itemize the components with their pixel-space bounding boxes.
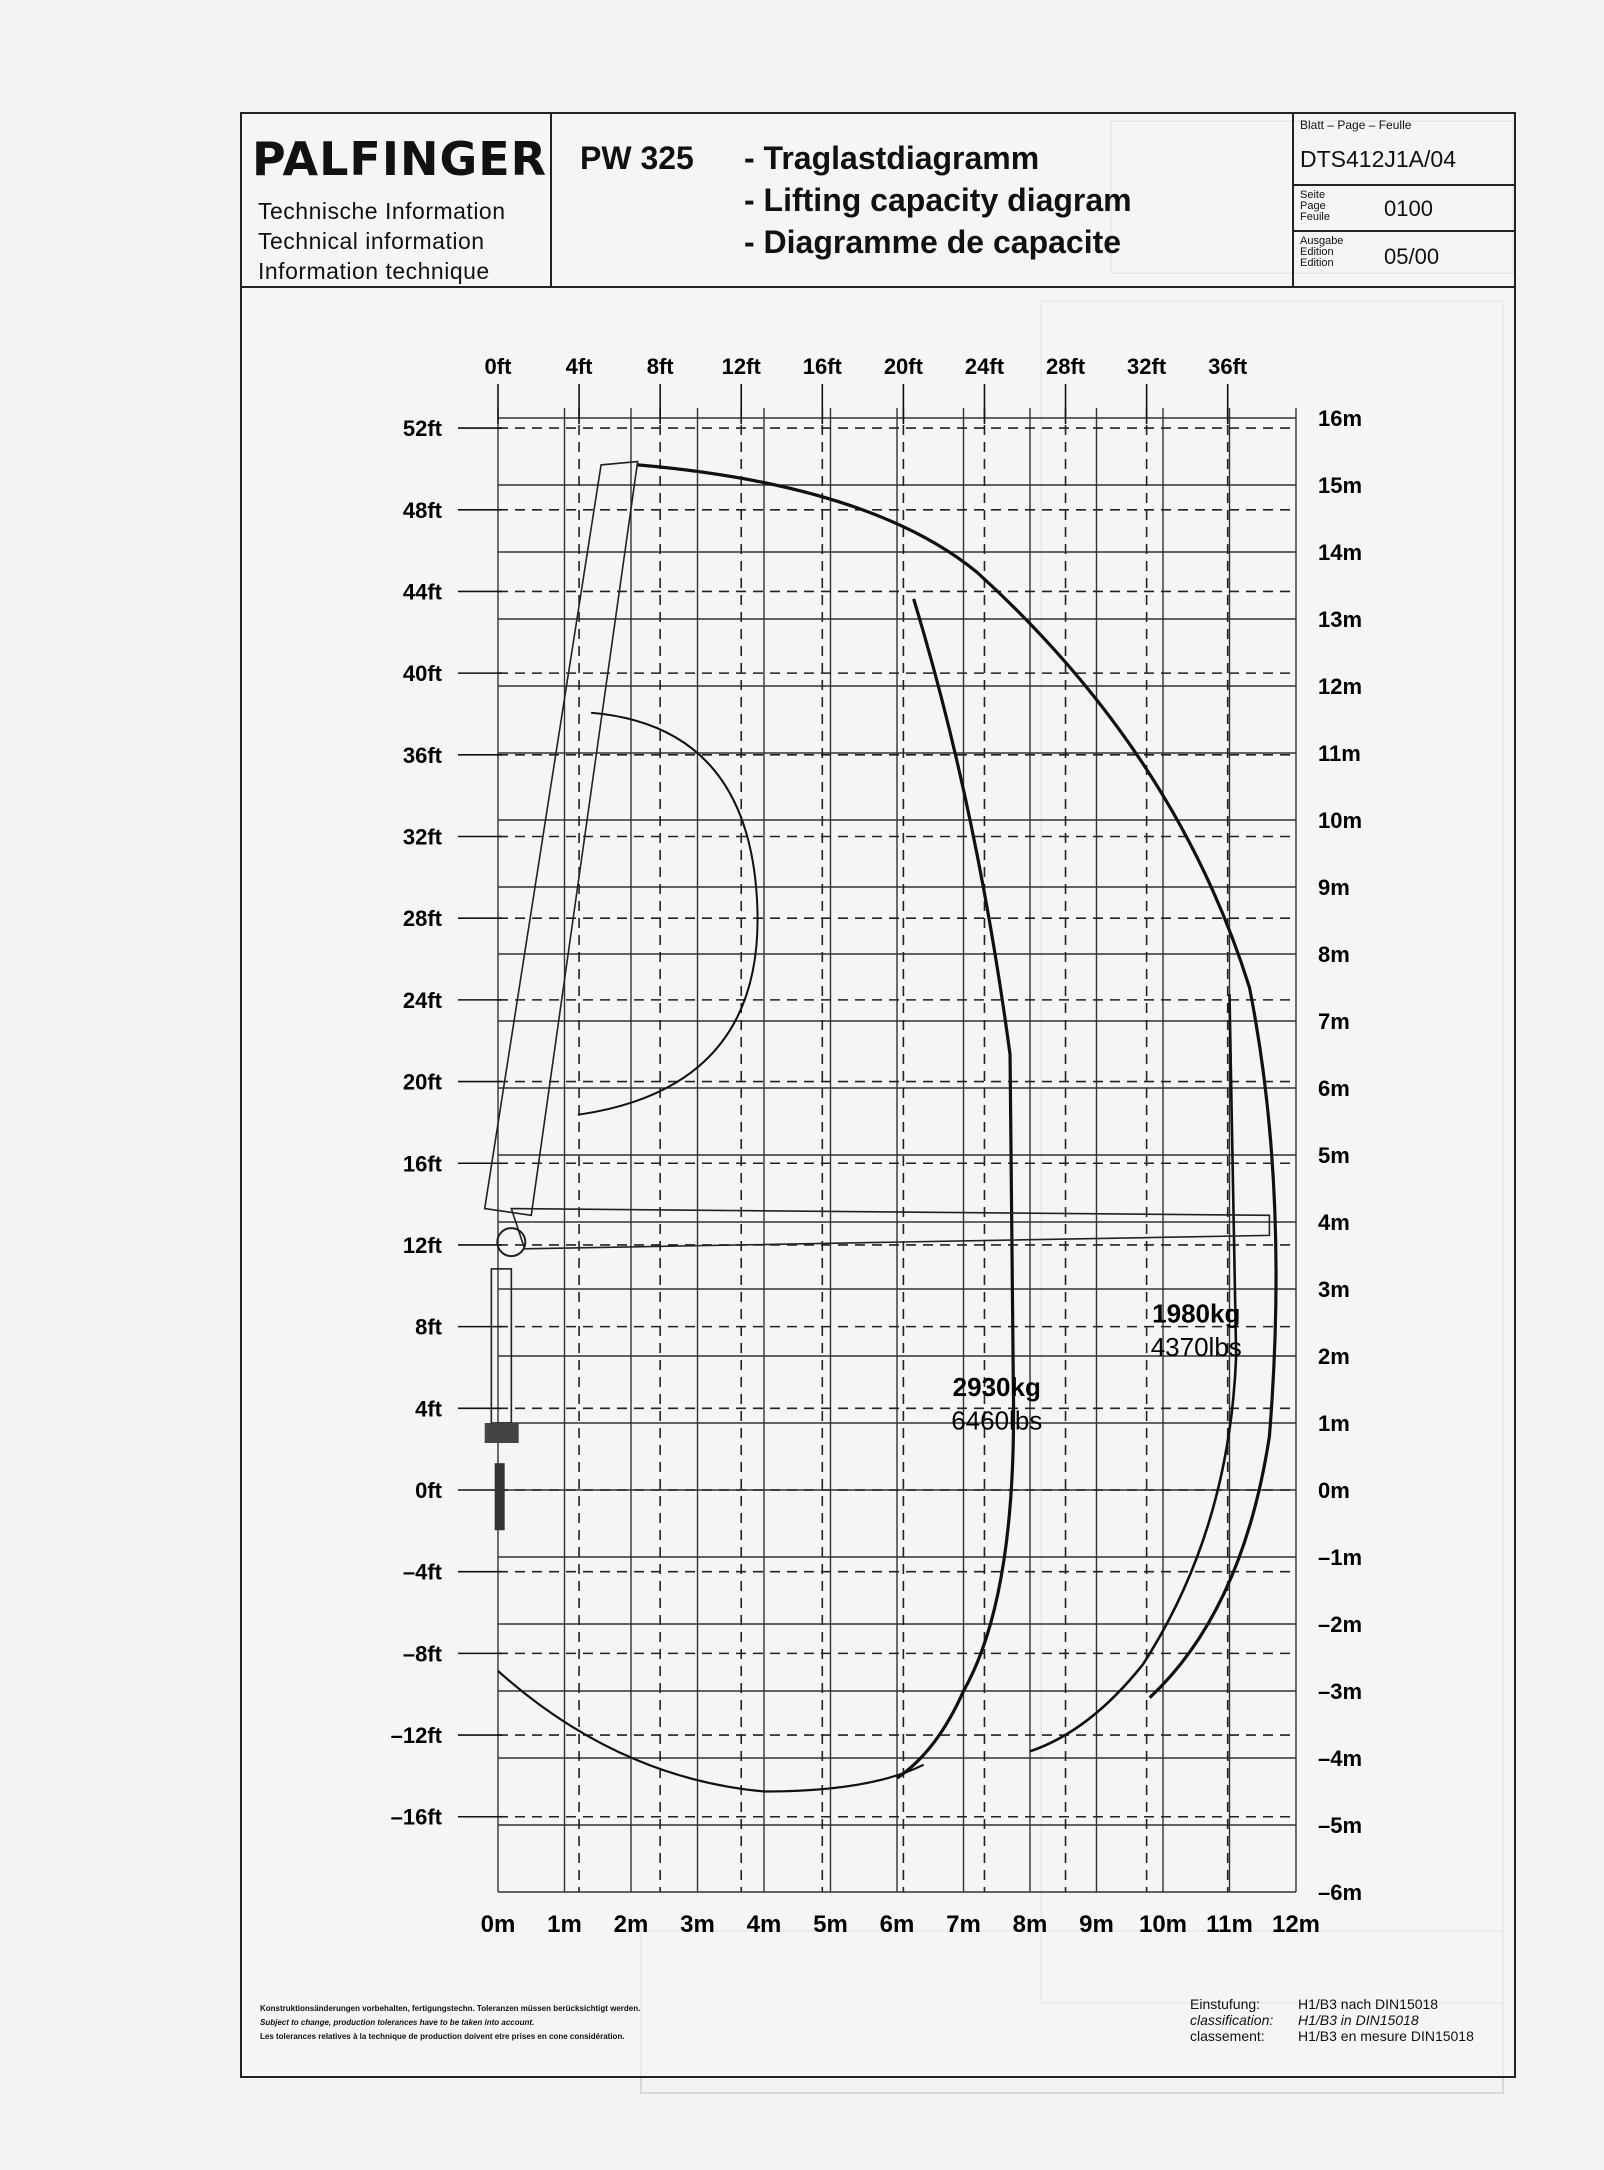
ft-tick-label-y: –4ft xyxy=(402,1559,442,1585)
footer-block xyxy=(242,1990,1514,2078)
m-tick-label-y: –4m xyxy=(1318,1746,1363,1771)
sheet-label: Blatt – Page – Feulle xyxy=(1300,118,1412,132)
brand-logo: PALFINGER xyxy=(252,132,548,186)
edition-value: 05/00 xyxy=(1384,244,1440,269)
ft-tick-label-y: 16ft xyxy=(402,1151,442,1177)
m-tick-label-y: 15m xyxy=(1318,473,1363,498)
stabilizer-leg xyxy=(495,1463,505,1530)
ft-tick-label-x: 12ft xyxy=(721,354,761,379)
m-tick-label-x: 11m xyxy=(1206,1911,1253,1938)
footnote-fr: Les tolerances relatives à la technique de production doivent etre prises en cone considération. xyxy=(260,2032,625,2041)
doc-number: DTS412J1A/04 xyxy=(1300,146,1456,172)
info-line-de: Technische Information xyxy=(258,198,506,224)
title-fr: - Diagramme de capacite xyxy=(744,224,1122,260)
ft-tick-label-x: 8ft xyxy=(646,354,674,379)
edition-label-de: Ausgabe xyxy=(1300,235,1344,247)
m-tick-label-y: 1m xyxy=(1318,1411,1350,1436)
ft-tick-label-y: 52ft xyxy=(402,416,442,442)
ft-tick-label-y: 44ft xyxy=(402,579,442,605)
crane-pivot xyxy=(497,1228,525,1256)
m-tick-label-y: 12m xyxy=(1318,674,1363,699)
page-label-de: Seite xyxy=(1300,189,1326,201)
class-value-en: H1/B3 in DIN15018 xyxy=(1298,2012,1419,2028)
crane-base xyxy=(485,1423,519,1443)
zone-1980-kg-label: 1980kg xyxy=(1152,1298,1241,1329)
bottom-reach-curve xyxy=(498,1671,924,1792)
edition-label-en: Edition xyxy=(1300,246,1334,258)
m-tick-label-x: 5m xyxy=(813,1911,848,1938)
m-tick-label-x: 7m xyxy=(946,1911,981,1938)
ft-tick-label-x: 0ft xyxy=(484,354,512,379)
lifting-capacity-diagram xyxy=(242,114,1514,1990)
zone-1980-lbs-label: 4370lbs xyxy=(1150,1332,1242,1362)
ft-tick-label-y: 36ft xyxy=(402,742,442,768)
ft-tick-label-y: –16ft xyxy=(390,1804,442,1830)
m-tick-label-y: 14m xyxy=(1318,540,1363,565)
m-tick-label-x: 3m xyxy=(680,1911,715,1938)
m-tick-label-y: –1m xyxy=(1318,1545,1363,1570)
m-tick-label-y: 11m xyxy=(1318,741,1361,766)
boom-vertical xyxy=(485,462,638,1216)
ft-tick-label-y: 0ft xyxy=(415,1478,442,1503)
m-tick-label-x: 6m xyxy=(879,1911,915,1938)
ft-tick-label-y: 28ft xyxy=(402,906,442,932)
m-tick-label-x: 9m xyxy=(1079,1911,1114,1938)
class-value-fr: H1/B3 en mesure DIN15018 xyxy=(1298,2028,1474,2044)
ft-tick-label-y: –12ft xyxy=(390,1723,442,1749)
zone-1980-curve xyxy=(1030,994,1236,1751)
class-value-de: H1/B3 nach DIN15018 xyxy=(1298,1996,1439,2012)
zone-2930-kg-label: 2930kg xyxy=(952,1372,1041,1403)
m-tick-label-y: –3m xyxy=(1318,1679,1363,1704)
info-line-fr: Information technique xyxy=(258,258,490,284)
m-tick-label-y: 0m xyxy=(1318,1478,1350,1503)
class-label-en: classification: xyxy=(1190,2012,1274,2028)
m-tick-label-y: 9m xyxy=(1318,875,1350,900)
m-tick-label-y: 7m xyxy=(1318,1009,1350,1034)
ft-tick-label-x: 36ft xyxy=(1208,354,1248,379)
ft-tick-label-y: 12ft xyxy=(402,1232,442,1258)
ft-tick-label-x: 16ft xyxy=(802,354,842,379)
m-tick-label-x: 0m xyxy=(480,1911,516,1938)
m-tick-label-y: 4m xyxy=(1318,1210,1350,1235)
m-tick-label-y: 2m xyxy=(1318,1344,1350,1369)
m-tick-label-y: –2m xyxy=(1318,1612,1363,1637)
m-tick-label-y: 10m xyxy=(1318,808,1363,833)
ft-tick-label-x: 20ft xyxy=(883,354,923,379)
ft-tick-label-x: 28ft xyxy=(1045,354,1086,379)
m-tick-label-y: 6m xyxy=(1318,1076,1350,1101)
m-tick-label-x: 2m xyxy=(613,1911,649,1938)
datasheet-frame xyxy=(240,112,1516,2078)
page-label-fr: Feuile xyxy=(1300,211,1330,223)
class-label-de: Einstufung: xyxy=(1190,1996,1261,2012)
m-tick-label-x: 4m xyxy=(746,1911,782,1938)
ft-tick-label-y: 8ft xyxy=(415,1314,442,1340)
ft-tick-label-y: 40ft xyxy=(402,661,442,687)
info-line-en: Technical information xyxy=(258,228,485,254)
m-tick-label-y: 16m xyxy=(1318,406,1363,431)
model-name: PW 325 xyxy=(580,140,694,176)
footnote-en: Subject to change, production tolerances have to be taken into account. xyxy=(260,2018,535,2027)
m-tick-label-y: –6m xyxy=(1318,1880,1363,1905)
title-de: - Traglastdiagramm xyxy=(744,140,1040,176)
m-tick-label-y: 5m xyxy=(1318,1143,1350,1168)
title-en: - Lifting capacity diagram xyxy=(744,182,1132,218)
m-tick-label-x: 8m xyxy=(1012,1911,1048,1938)
page-label-en: Page xyxy=(1300,200,1326,212)
crane-column xyxy=(491,1269,511,1423)
ft-tick-label-y: –8ft xyxy=(402,1641,442,1667)
ft-tick-label-x: 32ft xyxy=(1127,354,1167,379)
m-tick-label-x: 12m xyxy=(1271,1911,1321,1938)
ft-tick-label-y: 4ft xyxy=(415,1396,442,1422)
m-tick-label-y: 3m xyxy=(1318,1277,1350,1302)
zone-2930-curve xyxy=(897,599,1014,1778)
class-label-fr: classement: xyxy=(1190,2028,1265,2044)
footnote-de: Konstruktionsänderungen vorbehalten, fertigungstechn. Toleranzen müssen berücksichtigt werden. xyxy=(260,2004,641,2013)
boom-horizontal xyxy=(511,1209,1269,1249)
page-value: 0100 xyxy=(1384,196,1433,221)
m-tick-label-x: 1m xyxy=(547,1911,582,1938)
zone-2930-lbs-label: 6460lbs xyxy=(951,1405,1043,1436)
m-tick-label-y: 13m xyxy=(1318,607,1363,632)
ft-tick-label-x: 4ft xyxy=(565,354,593,379)
m-tick-label-y: 8m xyxy=(1318,942,1350,967)
ft-tick-label-y: 24ft xyxy=(402,987,442,1013)
ft-tick-label-y: 32ft xyxy=(402,824,442,850)
m-tick-label-x: 10m xyxy=(1138,1911,1188,1938)
min-reach-curve xyxy=(578,713,758,1115)
ft-tick-label-y: 20ft xyxy=(402,1069,442,1095)
ft-tick-label-y: 48ft xyxy=(402,497,442,523)
ft-tick-label-x: 24ft xyxy=(964,354,1005,379)
m-tick-label-y: –5m xyxy=(1318,1813,1363,1838)
edition-label-fr: Edition xyxy=(1300,257,1334,269)
